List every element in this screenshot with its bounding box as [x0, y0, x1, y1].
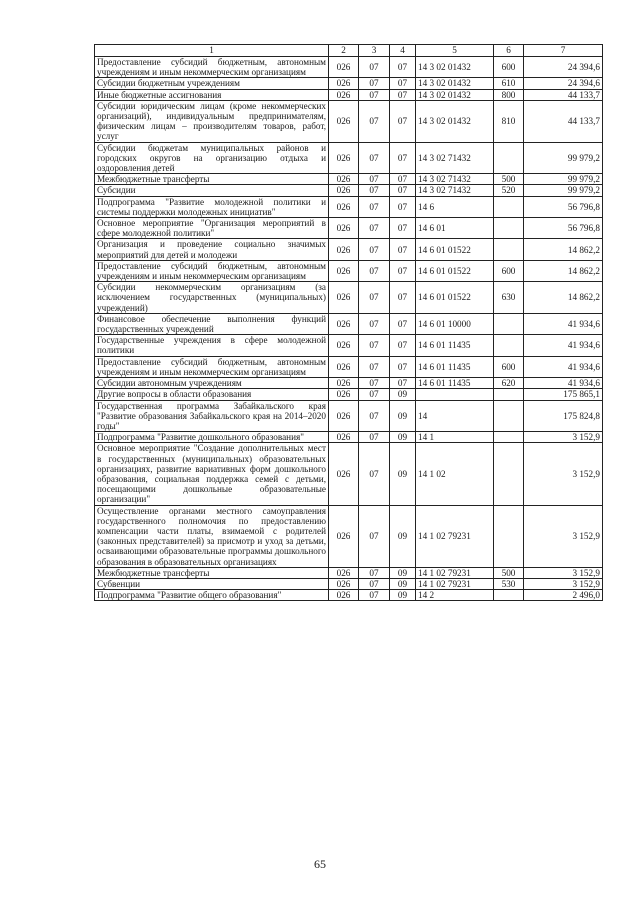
row-amount: 56 796,8: [524, 218, 603, 239]
table-row: [95, 174, 603, 185]
table-row: [95, 185, 603, 196]
row-section-code: 07: [359, 389, 390, 400]
row-amount: 44 133,7: [524, 100, 603, 142]
row-expense-type: 600: [494, 260, 524, 281]
table-row: [95, 282, 603, 314]
row-target-article: 14 6: [416, 196, 494, 217]
row-expense-type: [494, 313, 524, 334]
row-amount: 99 979,2: [524, 185, 603, 196]
row-subsection-code: 07: [390, 89, 416, 100]
row-expense-type: [494, 389, 524, 400]
row-section-code: 07: [359, 378, 390, 389]
row-expense-type: [494, 443, 524, 505]
row-target-article: 14 3 02 71432: [416, 142, 494, 174]
row-subsection-code: 07: [390, 335, 416, 356]
row-section-code: 07: [359, 100, 390, 142]
row-section-code: 07: [359, 335, 390, 356]
row-expense-type: 800: [494, 89, 524, 100]
row-name: Межбюджетные трансферты: [95, 567, 329, 578]
row-amount: 44 133,7: [524, 89, 603, 100]
row-amount: 41 934,6: [524, 313, 603, 334]
row-subsection-code: 07: [390, 260, 416, 281]
row-section-code: 07: [359, 356, 390, 377]
header-cell: 2: [329, 45, 359, 57]
row-section-code: 07: [359, 239, 390, 260]
row-section-code: 07: [359, 218, 390, 239]
row-subsection-code: 07: [390, 185, 416, 196]
row-ministry-code: 026: [329, 578, 359, 589]
header-row: [95, 45, 603, 57]
table-row: [95, 389, 603, 400]
row-subsection-code: 07: [390, 100, 416, 142]
row-target-article: 14 2: [416, 590, 494, 601]
row-section-code: 07: [359, 174, 390, 185]
row-amount: 3 152,9: [524, 567, 603, 578]
row-ministry-code: 026: [329, 218, 359, 239]
table-row: [95, 567, 603, 578]
table-row: [95, 590, 603, 601]
row-expense-type: 600: [494, 356, 524, 377]
row-expense-type: 810: [494, 100, 524, 142]
row-amount: 14 862,2: [524, 239, 603, 260]
table-row: [95, 356, 603, 377]
row-name: Организация и проведение социально значимых мероприятий для детей и молодежи: [95, 239, 329, 260]
row-amount: 99 979,2: [524, 142, 603, 174]
row-expense-type: 600: [494, 57, 524, 78]
row-target-article: 14 6 01 10000: [416, 313, 494, 334]
row-target-article: 14 6 01 11435: [416, 356, 494, 377]
budget-table: [94, 44, 603, 601]
row-target-article: [416, 389, 494, 400]
row-ministry-code: 026: [329, 260, 359, 281]
row-expense-type: 500: [494, 567, 524, 578]
row-name: Подпрограмма "Развитие дошкольного образования": [95, 432, 329, 443]
row-target-article: 14 6 01 01522: [416, 260, 494, 281]
row-section-code: 07: [359, 260, 390, 281]
row-amount: 3 152,9: [524, 443, 603, 505]
row-expense-type: [494, 432, 524, 443]
row-subsection-code: 07: [390, 196, 416, 217]
row-expense-type: [494, 400, 524, 432]
row-expense-type: [494, 505, 524, 567]
row-ministry-code: 026: [329, 100, 359, 142]
row-section-code: 07: [359, 282, 390, 314]
row-target-article: 14: [416, 400, 494, 432]
row-target-article: 14 6 01 01522: [416, 282, 494, 314]
row-ministry-code: 026: [329, 378, 359, 389]
row-amount: 2 496,0: [524, 590, 603, 601]
row-name: Другие вопросы в области образования: [95, 389, 329, 400]
table-row: [95, 89, 603, 100]
row-subsection-code: 09: [390, 567, 416, 578]
row-name: Государственные учреждения в сфере молодежной политики: [95, 335, 329, 356]
row-target-article: 14 1 02 79231: [416, 505, 494, 567]
table-row: [95, 400, 603, 432]
row-name: Осуществление органами местного самоуправления государственного полномочия по предоставлению компенсации части платы, взимаемой с родителей (законных представителей) за присмотр и уход за детьми, осваивающими образовательные программы дошкольного образования в образовательных организациях: [95, 505, 329, 567]
row-ministry-code: 026: [329, 89, 359, 100]
row-amount: 14 862,2: [524, 282, 603, 314]
row-target-article: 14 6 01 11435: [416, 378, 494, 389]
header-cell: 5: [416, 45, 494, 57]
row-amount: 56 796,8: [524, 196, 603, 217]
row-amount: 3 152,9: [524, 432, 603, 443]
row-ministry-code: 026: [329, 174, 359, 185]
row-ministry-code: 026: [329, 567, 359, 578]
row-expense-type: 500: [494, 174, 524, 185]
header-cell: 1: [95, 45, 329, 57]
row-ministry-code: 026: [329, 313, 359, 334]
table-row: [95, 218, 603, 239]
row-ministry-code: 026: [329, 400, 359, 432]
row-name: Финансовое обеспечение выполнения функций государственных учреждений: [95, 313, 329, 334]
row-expense-type: [494, 196, 524, 217]
row-expense-type: [494, 335, 524, 356]
row-target-article: 14 3 02 01432: [416, 89, 494, 100]
row-amount: 24 394,6: [524, 78, 603, 89]
row-name: Основное мероприятие "Создание дополнительных мест в государственных (муниципальных) образовательных организациях, развитие вариативных форм дошкольного образования, социальная поддержка семей с детьми, посещающими дошкольные образовательные организации": [95, 443, 329, 505]
row-target-article: 14 3 02 71432: [416, 185, 494, 196]
row-section-code: 07: [359, 590, 390, 601]
row-target-article: 14 3 02 71432: [416, 174, 494, 185]
row-name: Предоставление субсидий бюджетным, автономным учреждениям и иным некоммерческим организациям: [95, 57, 329, 78]
row-section-code: 07: [359, 567, 390, 578]
row-subsection-code: 07: [390, 218, 416, 239]
table-row: [95, 335, 603, 356]
row-section-code: 07: [359, 185, 390, 196]
row-subsection-code: 09: [390, 400, 416, 432]
row-amount: 175 824,8: [524, 400, 603, 432]
row-amount: 3 152,9: [524, 505, 603, 567]
row-target-article: 14 6 01: [416, 218, 494, 239]
row-ministry-code: 026: [329, 505, 359, 567]
row-subsection-code: 07: [390, 282, 416, 314]
row-amount: 175 865,1: [524, 389, 603, 400]
row-amount: 3 152,9: [524, 578, 603, 589]
row-name: Предоставление субсидий бюджетным, автономным учреждениям и иным некоммерческим организациям: [95, 356, 329, 377]
row-expense-type: 530: [494, 578, 524, 589]
row-ministry-code: 026: [329, 142, 359, 174]
row-amount: 24 394,6: [524, 57, 603, 78]
row-target-article: 14 1 02 79231: [416, 567, 494, 578]
row-amount: 99 979,2: [524, 174, 603, 185]
row-name: Подпрограмма "Развитие молодежной политики и системы поддержки молодежных инициатив": [95, 196, 329, 217]
row-subsection-code: 07: [390, 78, 416, 89]
table-row: [95, 378, 603, 389]
header-cell: 6: [494, 45, 524, 57]
row-name: Подпрограмма "Развитие общего образования": [95, 590, 329, 601]
row-target-article: 14 6 01 11435: [416, 335, 494, 356]
row-expense-type: 610: [494, 78, 524, 89]
row-ministry-code: 026: [329, 196, 359, 217]
row-subsection-code: 09: [390, 389, 416, 400]
row-name: Субсидии некоммерческим организациям (за исключением государственных (муниципальных) учреждений): [95, 282, 329, 314]
table-row: [95, 196, 603, 217]
row-target-article: 14 6 01 01522: [416, 239, 494, 260]
header-cell: 3: [359, 45, 390, 57]
row-ministry-code: 026: [329, 443, 359, 505]
row-ministry-code: 026: [329, 389, 359, 400]
row-name: Субсидии бюджетам муниципальных районов и городских округов на организацию отдыха и оздоровления детей: [95, 142, 329, 174]
row-subsection-code: 09: [390, 590, 416, 601]
row-name: Основное мероприятие "Организация мероприятий в сфере молодежной политики": [95, 218, 329, 239]
row-section-code: 07: [359, 78, 390, 89]
header-cell: 7: [524, 45, 603, 57]
row-amount: 41 934,6: [524, 356, 603, 377]
row-subsection-code: 07: [390, 239, 416, 260]
row-expense-type: [494, 218, 524, 239]
row-section-code: 07: [359, 196, 390, 217]
table-row: [95, 142, 603, 174]
table-row: [95, 78, 603, 89]
row-name: Субсидии бюджетным учреждениям: [95, 78, 329, 89]
row-name: Субсидии автономным учреждениям: [95, 378, 329, 389]
row-ministry-code: 026: [329, 590, 359, 601]
table-row: [95, 239, 603, 260]
row-section-code: 07: [359, 57, 390, 78]
row-ministry-code: 026: [329, 185, 359, 196]
row-subsection-code: 09: [390, 578, 416, 589]
row-expense-type: 620: [494, 378, 524, 389]
table-row: [95, 578, 603, 589]
row-expense-type: 520: [494, 185, 524, 196]
row-name: Субвенции: [95, 578, 329, 589]
row-section-code: 07: [359, 505, 390, 567]
row-ministry-code: 026: [329, 432, 359, 443]
table-row: [95, 432, 603, 443]
row-expense-type: 630: [494, 282, 524, 314]
row-target-article: 14 1: [416, 432, 494, 443]
row-ministry-code: 026: [329, 57, 359, 78]
table-row: [95, 313, 603, 334]
row-target-article: 14 1 02: [416, 443, 494, 505]
table-row: [95, 443, 603, 505]
row-subsection-code: 07: [390, 356, 416, 377]
row-name: Межбюджетные трансферты: [95, 174, 329, 185]
row-name: Государственная программа Забайкальского края "Развитие образования Забайкальского края на 2014–2020 годы": [95, 400, 329, 432]
row-section-code: 07: [359, 142, 390, 174]
row-section-code: 07: [359, 89, 390, 100]
row-section-code: 07: [359, 400, 390, 432]
row-subsection-code: 09: [390, 432, 416, 443]
row-target-article: 14 3 02 01432: [416, 100, 494, 142]
row-name: Субсидии юридическим лицам (кроме некоммерческих организаций), индивидуальным предпринимателям, физическим лицам – производителям товаров, работ, услуг: [95, 100, 329, 142]
table-row: [95, 57, 603, 78]
row-section-code: 07: [359, 313, 390, 334]
row-subsection-code: 07: [390, 57, 416, 78]
row-subsection-code: 07: [390, 142, 416, 174]
row-subsection-code: 07: [390, 174, 416, 185]
row-name: Иные бюджетные ассигнования: [95, 89, 329, 100]
row-ministry-code: 026: [329, 78, 359, 89]
table-body: [95, 57, 603, 601]
row-section-code: 07: [359, 578, 390, 589]
row-amount: 14 862,2: [524, 260, 603, 281]
row-ministry-code: 026: [329, 239, 359, 260]
table-row: [95, 505, 603, 567]
row-ministry-code: 026: [329, 282, 359, 314]
row-ministry-code: 026: [329, 356, 359, 377]
table-row: [95, 100, 603, 142]
row-name: Предоставление субсидий бюджетным, автономным учреждениям и иным некоммерческим организациям: [95, 260, 329, 281]
row-amount: 41 934,6: [524, 378, 603, 389]
row-subsection-code: 07: [390, 313, 416, 334]
row-target-article: 14 3 02 01432: [416, 78, 494, 89]
row-subsection-code: 07: [390, 378, 416, 389]
page-number: 65: [314, 857, 326, 871]
row-subsection-code: 09: [390, 443, 416, 505]
row-subsection-code: 09: [390, 505, 416, 567]
row-expense-type: [494, 142, 524, 174]
header-cell: 4: [390, 45, 416, 57]
row-section-code: 07: [359, 443, 390, 505]
row-target-article: 14 3 02 01432: [416, 57, 494, 78]
row-section-code: 07: [359, 432, 390, 443]
row-target-article: 14 1 02 79231: [416, 578, 494, 589]
row-name: Субсидии: [95, 185, 329, 196]
row-ministry-code: 026: [329, 335, 359, 356]
row-amount: 41 934,6: [524, 335, 603, 356]
table-row: [95, 260, 603, 281]
row-expense-type: [494, 590, 524, 601]
row-expense-type: [494, 239, 524, 260]
